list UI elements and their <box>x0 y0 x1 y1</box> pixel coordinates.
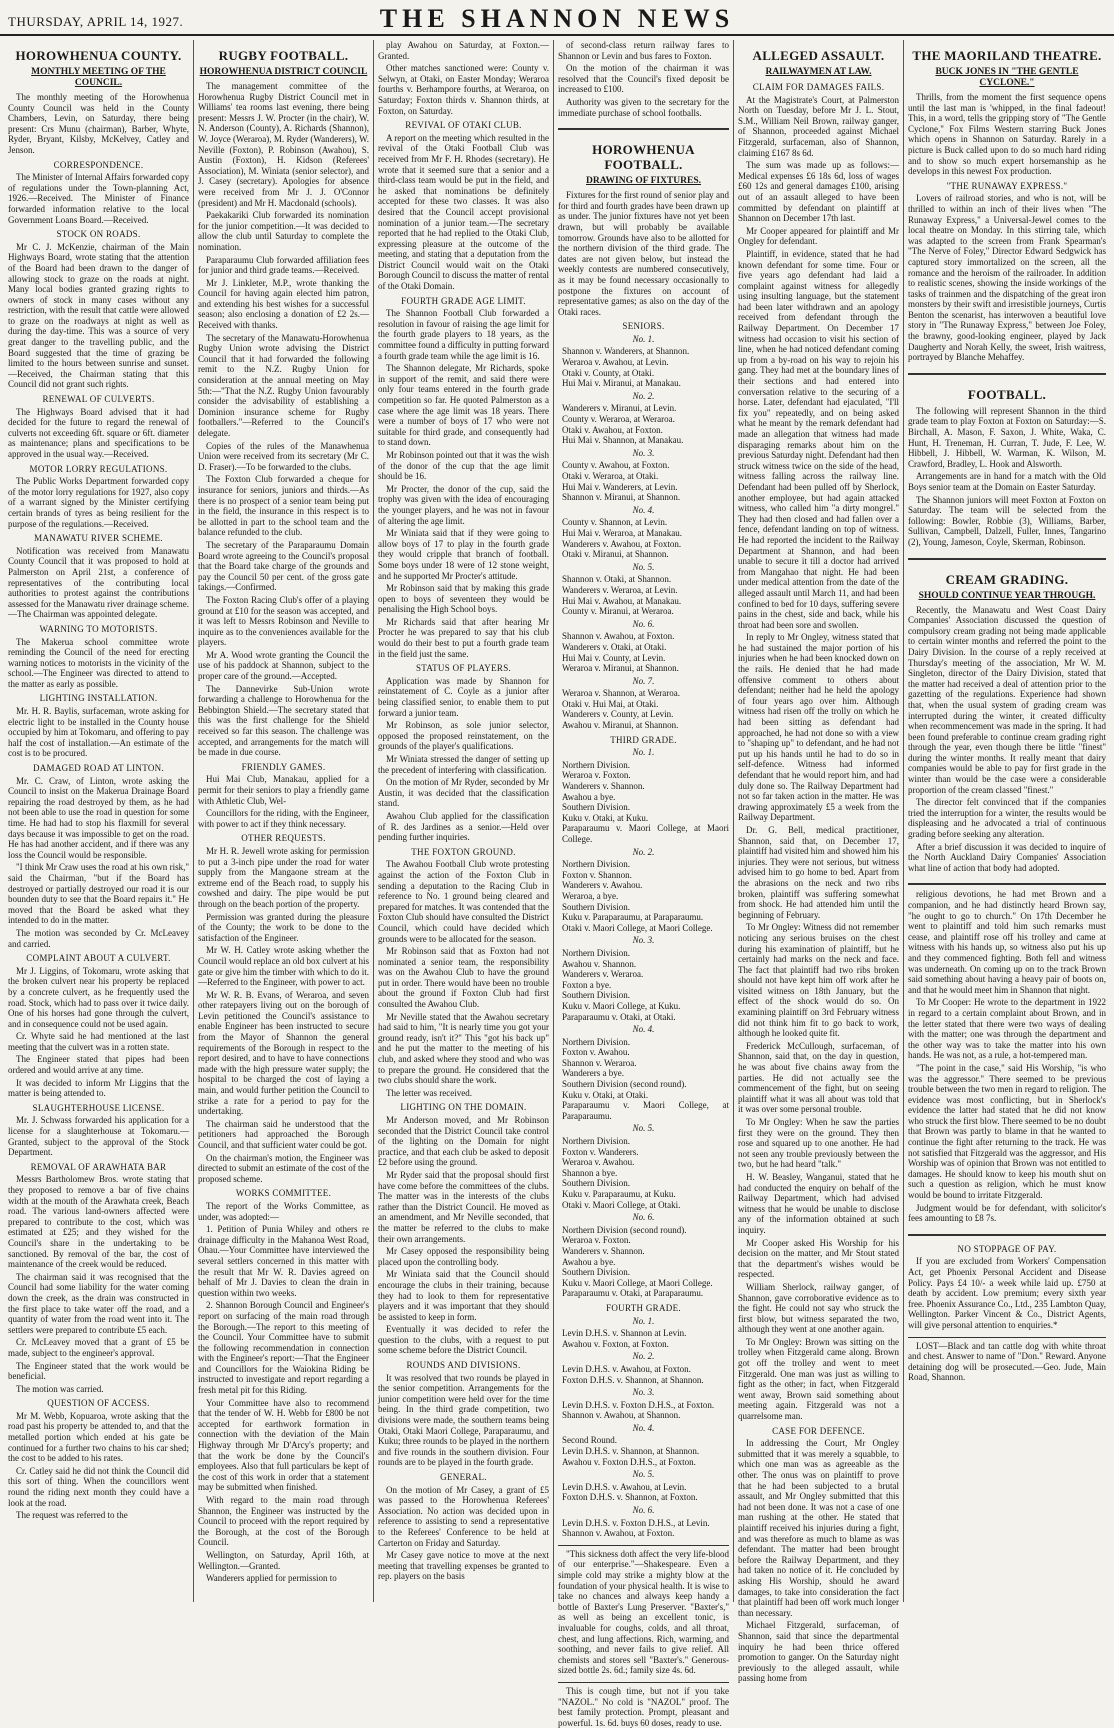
paragraph: Lovers of railroad stories, and who is not, will be thrilled to within an inch of their lives when "The Runaway Express," a Universal-Jewel comes to the local theatre on Monday. In this stirring tale, which was adapted to the screen from Frank Spearman's "The Nerve of Foley," Director Edward Sedgwick has captured story immortalized on the screen, all the romance and the heroism of the railroader. In addition to realistic scenes, showing the inside workings of the tasks of trainmen and the dispatching of the great iron monsters by their swift and irresistible journeys, Curtis Benton the scenarist, has interwoven a beautiful love story in "The Runaway Express," between Joe Foley, the brawny, good-looking engineer, played by Jack Daugherty and Norah Kelly, the sweet, Irish waitress, portrayed by Blanche Mehaffey. <box>908 193 1106 363</box>
issue-date: THURSDAY, APRIL 14, 1927. <box>8 14 184 29</box>
paragraph: The sum was made up as follows:—Medical expenses £6 18s 6d, loss of wages £60 12s and general damages £100, arising out of an assault alleged to have been committed by defendant on plaintiff at Shannon on December 17th last. <box>738 160 899 224</box>
paragraph: Cr. Whyte said he had mentioned at the last meeting that the culvert was in a rotten state. <box>8 1031 189 1052</box>
paragraph: of second-class return railway fares to Shannon or Levin and bus fares to Foxton. <box>558 40 729 61</box>
paragraph: On the motion of the chairman it was resolved that the Council's fixed deposit be increased to £100. <box>558 63 729 95</box>
paragraph: Plaintiff, in evidence, stated that he had known defendant for some time. Four or five years ago defendant had laid a complaint against witness for allegedly using insulting language, but the statement had been later withdrawn and an apology received from defendant through the Railway Department. On December 17 witness had occasion to visit his section of line, when he had noticed defendant coming up from a by-road on his way to rejoin his gang. They had met at the boundary lines of their sections and had entered into conversation relative to the securing of a horse. Later, defendant had ejaculated, "I'll fix you" repeatedly, and on being asked what he meant by the remark defendant had made an allegation that witness had made disparaging remarks about him on the previous Saturday night. Defendant had then struck witness twice on the side of the head, witness falling across the railway line. Defendant had been pulled off by Sherlock, another employee, but had again attacked witness, who called him "a dirty mongrel." They had then closed and had fallen over a fence, defendant landing on top of witness. He had reported the incident to the Railway Department at Shannon, and had been unable to secure it till a doctor had arrived from Mangahao that night. He had been under medical attention from the date of the alleged assault until March 11, and had been confined to bed for 10 days, suffering severe pains in the chest, side and back, while his throat had been sore and swollen. <box>738 248 899 630</box>
fixture-line: Wanderers v. Miranui, at Levin. <box>562 403 677 414</box>
article-subheading: HOROWHENUA DISTRICT COUNCIL <box>199 67 368 77</box>
fixture-line: Shannon v. Awahou, at Foxton. <box>562 631 675 642</box>
paragraph: In reply to Mr Ongley, witness stated that he had sustained the major portion of his injuries when he had been knocked down on the rails. He denied that he had made offensive comment to others about defendant; neither had he held the apology of four years ago over him. Although witness had risen off the trolly on which he had been sitting as defendant had approached, he had not done so with a view to "shaping up" to defendant, and he had not put up his hands until he had to do so in self-defence. Witness had informed defendant that he would report him, and had duly done so. The Railway Department had not so far taken action in the matter. He was drawing approximately £5 a week from the Railway Department. <box>738 632 899 823</box>
fixture-line: Paraparaumu v. Otaki, at Paraparaumu. <box>562 1288 704 1299</box>
article-subheading: SHOULD CONTINUE YEAR THROUGH. <box>918 590 1096 601</box>
paragraph: Mr Robinson pointed out that it was the wish of the donor of the cup that the age limit should be 16. <box>378 449 549 482</box>
article-subheading: DRAWING OF FIXTURES. <box>586 176 701 187</box>
fixture-line: Weraroa v. Foxton. <box>562 770 631 781</box>
fixture-line: Hui Mai v. Shannon, at Manakau. <box>562 435 684 446</box>
paragraph: Mr Robinson said that as Foxton had not nominated a senior team, the responsibility was on the Awahou Club to have the ground put in order. There would have been no trouble about the ground if Foxton Club had first consulted the Awahou Club. <box>378 946 549 1010</box>
round-number: No. 5. <box>632 561 655 572</box>
fixture-line: Northern Division (second round). <box>562 1224 687 1235</box>
paragraph: A report on the meeting which resulted in the revival of the Otaki Football Club was received from Mr F. H. Rhodes (secretary). He wrote that it seemed sure that a senior and a third-class team would be put in the field, and he asked that nominations be definitely accepted for these two classes. It was also desired that the Council accept provisional nomination of a junior team.—The secretary reported that he had replied to the Otaki Club, expressing pleasure at the outcome of the meeting, and stating that a deputation from the District Council would wait on the Otaki Borough Council to discuss the matter of rental of the Otaki Domain. <box>378 132 549 292</box>
fixture-line: County v. Weraroa, at Weraroa. <box>562 414 675 425</box>
fixture-line: Shannon v. Awahou, at Foxton. <box>562 1528 675 1539</box>
section-heading: FRIENDLY GAMES. <box>241 761 326 772</box>
section-heading: GENERAL. <box>440 1472 487 1482</box>
section-heading: OTHER REQUESTS. <box>241 833 326 844</box>
column-5 <box>734 40 904 1684</box>
paragraph: Fixtures for the first round of senior play and for third and fourth grades have been drawn up as under. The junior fixtures have not yet been drawn, but will probably be available tomorrow. Grounds have also to be allotted for the northern division of the third grade. The dates are not given below, but instead the weekly contests are numbered consecutively, as it may be found necessary occasionally to postpone the fixtures on account of representative games; as also on the day of the Otaki races. <box>558 190 729 317</box>
fixture-line: Wanderers a bye. <box>562 1068 624 1079</box>
paragraph: Notification was received from Manawatu County Council that it was proposed to hold at Palmerston on April 21st, a conference of representatives of the contributing local authorities to protest against the contributions assessed for the Manawatu river drainage scheme.—The Chairman was appointed delegate. <box>8 545 189 620</box>
paragraph: Mr. J. Schwass forwarded his application for a license for a slaughterhouse at Tokomaru.—Granted, subject to the approval of the Stock Department. <box>8 1115 189 1158</box>
article-subheading: BUCK JONES IN "THE GENTLE CYCLONE." <box>935 67 1079 88</box>
round-number: No. 4. <box>632 504 655 515</box>
paragraph: Hui Mai Club, Manakau, applied for a permit for their seniors to play a friendly game with Athletic Club, Wel- <box>198 774 369 806</box>
paragraph: Mr A. Wood wrote granting the Council the use of his paddock at Shannon, subject to the proper care of the ground.—Accepted. <box>198 649 369 682</box>
paragraph: Mr Procter, the donor of the cup, said the trophy was given with the idea of encouraging the younger players, and he was not in favour of altering the age limit. <box>378 483 549 526</box>
fixture-line: Weraroa v. Shannon, at Weraroa. <box>562 688 681 699</box>
section-heading: COMPLAINT ABOUT A CULVERT. <box>26 953 171 964</box>
round-number: No. 2. <box>632 1351 655 1362</box>
paragraph: Mr Neville stated that the Awahou secretary had said to him, "It is nearly time you got your ground ready, isn't it?" This "got his back up" and he put the matter to the meeting of his club, and asked where they stood and who was to prepare the ground. He considered that the two clubs should share the work. <box>378 1011 549 1086</box>
paragraph: Paekakariki Club forwarded its nomination for the junior competition.—It was decided to allow the club until Saturday to complete the nomination. <box>198 210 369 252</box>
round-number: No. 4. <box>632 1024 655 1035</box>
article-heading: ALLEGED ASSAULT. <box>752 48 885 63</box>
fixture-line: Hui Mai v. Awahou, at Manakau. <box>562 595 682 606</box>
fixture-line: Wanderers v. Shannon. <box>562 781 645 792</box>
fixture-line: Levin D.H.S. v. Foxton D.H.S., at Foxton. <box>562 1399 715 1410</box>
advertisement: "This sickness doth affect the very life-blood of our enterprise."—Shakespeare. Even a simple cold may strike a mighty blow at the foundation of your physical health. It is wise to take no chances and always keep handy a bottle of Baxter's Lung Preserver. "Baxter's," as well as being an excellent tonic, is invaluable for coughs, colds, and all throat, chest, and lung affections. Rich, warming, and soothing, and never fails to give relief. All chemists and stores sell "Baxter's." Generous-sized bottle 2s. 6d.; family size 4s. 6d. <box>558 1548 729 1676</box>
fixture-line: Levin D.H.S. v. Shannon, at Shannon. <box>562 1446 700 1457</box>
paragraph: "I think Mr Craw uses the road at his own risk," said the Chairman, "but if the Board has destroyed or partially destroyed our road it is our bounden duty to see that the Board repairs it." He moved that the Board be asked what they intended to do in the matter. <box>8 862 189 926</box>
paragraph: H. W. Beasley, Wanganui, stated that he had conducted the enquiry on behalf of the Railway Department, which had advised witness that he would be unable to disclose any of the information obtained at such inquiry. <box>738 1171 899 1235</box>
fixture-line: Levin D.H.S. v. Shannon at Levin. <box>562 1328 687 1339</box>
fixture-line: Awahou v. Shannon. <box>562 958 637 969</box>
fixture-line: Hui Mai v. Wanderers, at Levin. <box>562 481 678 492</box>
paragraph: Authority was given to the secretary for the immediate purchase of school footballs. <box>558 96 729 118</box>
paragraph: The chairman said it was recognised that the Council had some liability for the water coming down the creek, as the drain was constructed in the first place to take water off the road, and a quantity of water from the road went into it. The settlers were prepared to contribute £5 each. <box>8 1271 189 1335</box>
fixture-line: Otaki v. Maori College, at Otaki. <box>562 1199 681 1210</box>
paragraph: Cr. McLeavey moved that a grant of £5 be made, subject to the engineer's approval. <box>8 1337 189 1358</box>
section-heading: MOTOR LORRY REGULATIONS. <box>29 463 168 474</box>
paragraph: Mr Robinson said that by making this grade open to boys of seventeen they would be penalising the High School boys. <box>378 583 549 615</box>
paragraph: Mr Winiata said that the Council should encourage the clubs in their training, because they had to look to them for representative players and it was important that they should be assisted to keep in form. <box>378 1269 549 1322</box>
fixture-line: County v. Awahou, at Foxton. <box>562 460 670 471</box>
section-heading: REVIVAL OF OTAKI CLUB. <box>405 120 522 131</box>
columns <box>4 40 1110 1728</box>
paragraph: Mr. C. Craw, of Linton, wrote asking the Council to insist on the Makerua Drainage Board repairing the road destroyed by them, as he had not been able to use the road in question for some time. He had had to stop his flaxmill for several days because it was impossible to get on the road. He has had another accident, and if there was any loss the Council would be responsible. <box>8 775 189 860</box>
fixture-line: Levin D.H.S. v. Foxton D.H.S., at Levin. <box>562 1517 710 1528</box>
paragraph: The Awahou Football Club wrote protesting against the action of the Foxton Club in sending a deputation to the Racing Club in reference to No. 1 ground being cleared and prepared for matches. It was contended that the Foxton Club should have consulted the District Council, which could have decided which grounds were to be allocated for the season. <box>378 859 549 944</box>
fixture-line: Kuku v. Otaki, at Otaki. <box>562 1089 649 1100</box>
paragraph: To Mr Ongley: Witness did not remember noticing any serious bruises on the chest during his examination of plaintiff, but he certainly had marks on the neck and face. The fact that plaintiff had two ribs broken should not have kept him off work after he visited witness on 18th January, but the effect of the shock would do so. On examining plaintiff on 3rd February witness did not think him fit to go back to work, although he looked quite fit. <box>738 922 899 1039</box>
paragraph: On the motion of Mr Ryder, seconded by Mr Austin, it was decided that the classification stand. <box>378 777 549 809</box>
fixture-line: Kuku v. Paraparaumu, at Kuku. <box>562 1189 676 1199</box>
section-heading: WARNING TO MOTORISTS. <box>39 623 158 634</box>
fixture-line: Wanderers v. Weraroa. <box>562 969 644 980</box>
fixture-line: Otaki v. Awahou, at Foxton. <box>562 424 663 435</box>
grade-heading: SENIORS. <box>622 321 665 332</box>
fixture-line: Levin D.H.S. v. Awahou, at Levin. <box>562 1481 687 1492</box>
paragraph: The Public Works Department forwarded copy of the motor lorry regulations for 1927, also copy of a warrant signed by the Minister certifying certain brands of tyres as being resilient for the purpose of the regulations.—Received. <box>8 476 189 529</box>
paragraph: The Foxton Racing Club's offer of a playing ground at £10 for the season was accepted, and it was left to Messrs Robinson and Neville to inquire as to the conveniences available for the players. <box>198 594 369 648</box>
section-heading: WORKS COMMITTEE. <box>235 1188 332 1199</box>
fixture-line: Kuku v. Maori College, at Kuku. <box>562 1000 681 1011</box>
paragraph: Dr. G. Bell, medical practitioner, Shannon, said that, on December 17, plaintiff had visited him and showed him his injuries. They were not serious, but witness advised him to go home to bed. Apart from the abrasions on the neck and two ribs broken, plaintiff was suffering somewhat from shock. He had attended him until the beginning of February. <box>738 824 899 920</box>
article-heading: RUGBY FOOTBALL. <box>218 48 349 63</box>
section-heading: THE FOXTON GROUND. <box>411 846 516 857</box>
paragraph: Arrangements are in hand for a match with the Old Boys senior team at the Domain on Easter Saturday. <box>908 471 1106 492</box>
column-4 <box>554 40 734 1728</box>
fixture-line: Southern Division. <box>562 802 631 813</box>
fixture-line: Weraroa v. Awahou, at Levin. <box>562 357 669 368</box>
section-heading: STOCK ON ROADS. <box>56 229 141 240</box>
paragraph: Mr W. H. Catley wrote asking whether the Council would replace an old box culvert at his gate or give him the timber with which to do it.—Referred to the Engineer, with power to act. <box>198 945 369 988</box>
paragraph: Copies of the rules of the Manawhenua Union were received from its secretary (Mr C. D. Fraser).—To be forwarded to the clubs. <box>198 440 369 472</box>
paragraph: Mr. H. R. Baylis, surfaceman, wrote asking for electric light to be installed in the County house occupied by him at Tokomaru, and offering to pay half the cost of installation.—An estimate of the cost is to be procured. <box>8 706 189 759</box>
column-1 <box>4 40 194 1602</box>
paragraph: William Sherlock, railway ganger, of Shannon, gave corroborative evidence as to the fight. He could not say who struck the first blow, but witness separated the two, although they went at one another again. <box>738 1281 899 1335</box>
column-2 <box>194 40 374 1602</box>
paragraph: The secretary of the Manawatu-Horowhenua Rugby Union wrote advising the District Council that it had forwarded the following remit to the N.Z. Rugby Union for consideration at the annual meeting on May 5th:—"That the N.Z. Rugby Union favourably consider the advisability of establishing a Dominion insurance scheme for Rugby footballers."—Referred to the Council's delegate. <box>198 332 369 438</box>
paragraph: To Mr Ongley: Brown was sitting on the trolley when Fitzgerald came along. Brown got off the trolley and went to meet Fitzgerald. One man was just as willing to fight as the other; in fact, when Fitzgerald went away, Brown said something about meeting again. Fitzgerald was not a quarrelsome man. <box>738 1336 899 1422</box>
paragraph: To Mr Ongley: When he saw the parties first they were on the ground. They then rose and squared up to one another. He had not seen any trouble previously between the two, but he had heard "talk." <box>738 1117 899 1170</box>
fixture-line: Weraroa, a bye. <box>562 890 619 901</box>
fixture-line: Hui Mai v. County, at Levin. <box>562 652 666 663</box>
paragraph: Cr. Catley said he did not think the Council did this sort of thing. When the councillors went round the riding next month they could have a look at the road. <box>8 1465 189 1508</box>
fixture-line: Shannon v. Miranui, at Shannon. <box>562 492 681 503</box>
fixture-line: Southern Division. <box>562 1267 631 1278</box>
fixture-line: Foxton v. Shannon. <box>562 869 632 880</box>
paragraph: Frederick McCullough, surfaceman, of Shannon, said that, on the day in question, he was about five chains away from the parties. He did not actually see the commencement of the fight, but on seeing plaintiff what it was all about was told that it was over some personal trouble. <box>738 1040 899 1115</box>
paragraph: The following will represent Shannon in the third grade team to play Foxton at Foxton on Saturday:—S. Birchall, A. Mason, F. Saxon, J. White, Waka, C. Hunt, H. Treneman, H. Curran, T. Jude, F. Lee, W. Hibbell, J. Hibbell, W. Warman, K. Wilson, M. Crawford, Bradley, L. Hook and Alsworth. <box>908 405 1106 469</box>
paragraph: The Engineer stated that pipes had been ordered and would arrive at any time. <box>8 1054 189 1076</box>
fixture-line: Wanderers v. Awahou, at Foxton. <box>562 538 682 549</box>
paragraph: The director felt convinced that if the companies tried the interruption for a winter, the results would be displeasing and he advocated a trial of continuous grading before seeking any alteration. <box>908 797 1106 840</box>
paragraph: The Highways Board advised that it had decided for the future to regard the renewal of culverts not exceeding 6ft. square or 6ft. diameter as maintenance; plans and specifications to be approved in the usual way.—Received. <box>8 406 189 459</box>
paragraph: Messrs Bartholomew Bros. wrote stating that they proposed to remove a bar of five chains width at the mouth of the Arawhata creek, Beach road. The various land-owners affected were prepared to contribute to the cost, which was estimated at £25; and they wished for the Council's share in the undertaking to be sanctioned. By removal of the bar, the cost of maintenance of the creek would be reduced. <box>8 1174 189 1270</box>
article-heading: CREAM GRADING. <box>945 571 1069 587</box>
round-number: No. 6. <box>632 618 655 629</box>
round-number: No. 1. <box>632 1315 655 1326</box>
paragraph: The Dannevirke Sub-Union wrote forwarding a challenge to Horowhenua for the Bebbington Shield.—The secretary stated that this was the first challenge for the Shield received so far this season. The challenge was accepted, and arrangements for the match will be made in due course. <box>198 683 369 758</box>
section-heading: DAMAGED ROAD AT LINTON. <box>32 763 165 774</box>
paragraph: The Foxton Club forwarded a cheque for insurance for seniors, juniors and thirds.—As there is no prospect of a senior team being put in the field, the insurance in this respect is to be allotted in part to the school team and the balance refunded to the club. <box>198 474 369 538</box>
fixture-line: Otaki v. Hui Mai, at Otaki. <box>562 698 659 709</box>
paragraph: To Mr Cooper: He wrote to the department in 1922 in regard to a certain complaint about Brown, and in the letter stated that there were two ways of dealing with the matter; one was through the department and the other way was to take the matter into his own hands. He was not, as a rule, a hot-tempered man. <box>908 997 1106 1061</box>
paragraph: Mr H. R. Jewell wrote asking for permission to put a 3-inch pipe under the road for water supply from the Mangaone stream at the extreme end of the Beach road, to supply his cowshed and dairy. The pipe would be put through on the beach portion of the property. <box>198 845 369 909</box>
paragraph: Thrills, from the moment the first sequence opens until the last man is 'whipped, in the final fadeout! This, in a word, tells the gripping story of "The Gentle Cyclone," Fox Films Western starring Buck Jones which opens in Shannon on Saturday. Rarely in a picture is Buck called upon to do so much hard riding and to show so much expert horsemanship as he develops in this newest Fox production. <box>908 92 1106 177</box>
section-heading: CLAIM FOR DAMAGES FAILS. <box>752 82 885 92</box>
paragraph: Mr Richards said that after hearing Mr Procter he was prepared to say that his club would do their best to put a fourth grade team in the field just the same. <box>378 616 549 659</box>
advertisement: If you are excluded from Workers' Compensation Act, get Phoenix Personal Accident and Disease Policy. Pays £4 10/- a week while laid up. £750 at death by accident. Low premium; every sixth year free. Phoenix Assurance Co., Ltd., 235 Lambton Quay, Wellington. Parker Vincent & Co., District Agents, will give personal attention to enquiries.* <box>908 1256 1106 1330</box>
round-number: No. 4. <box>632 1422 655 1433</box>
fixture-line: Otaki v. County, at Otaki. <box>562 367 655 378</box>
article-subheading: MONTHLY MEETING OF THE COUNCIL. <box>31 67 166 88</box>
section-heading: LIGHTING INSTALLATION. <box>39 693 158 704</box>
fixture-line: Southern Division. <box>562 901 631 912</box>
paragraph: The Engineer stated that the work would be beneficial. <box>8 1360 189 1382</box>
round-number: No. 6. <box>632 1212 655 1223</box>
round-number: No. 6. <box>632 1505 655 1516</box>
fixture-line: Foxton a bye. <box>562 979 612 990</box>
fixture-line: Wanderers v. Shannon. <box>562 1245 645 1256</box>
paragraph: Mr Cooper asked His Worship for his decision on the matter, and Mr Stout stated that the department's wishes would be respected. <box>738 1237 899 1280</box>
paragraph: The chairman said he understood that the petitioners had approached the Borough Council, and that sufficient water could be got. <box>198 1118 369 1150</box>
round-number: No. 1. <box>632 333 655 344</box>
fixture-line: Southern Division. <box>562 990 631 1001</box>
paragraph: It was resolved that two rounds be played in the senior competition. Arrangements for the junior competition were held over for the time being. In the third grade competition, two divisions were made, the southern teams being Otaki, Otaki Maori College, Paraparaumu, and Kuku; three rounds to be played in the northern and five rounds in the southern division. Four rounds are to be played in the fourth grade. <box>378 1372 549 1468</box>
section-heading: RENEWAL OF CULVERTS. <box>42 394 155 405</box>
article-heading: NO STOPPAGE OF PAY. <box>957 1243 1057 1254</box>
column-3 <box>374 40 554 1602</box>
paragraph: Mr M. Webb, Kopuaroa, wrote asking that the road past his property be attended to, and that the metalled portion which ended at his gate be continued for a further two chains to his car shed; the cost to be added to his rates. <box>8 1410 189 1464</box>
fixture-line: Weraroa v. Awahou. <box>562 1157 635 1168</box>
paragraph: Mr Robinson, as sole junior selector, opposed the proposed reinstatement, on the grounds of the player's qualifications. <box>378 720 549 752</box>
paragraph: On the motion of Mr Casey, a grant of £5 was passed to the Horowhenua Referees' Association. No action was decided upon in reference to assisting to send a representative to the Referees' Conference to be held at Carterton on Friday and Saturday. <box>378 1484 549 1548</box>
paragraph: The Shannon Football Club forwarded a resolution in favour of raising the age limit for the fourth grade players to 18 years, as the committee found a difficulty in putting forward a fourth grade team while the age limit is 16. <box>378 308 549 361</box>
fixture-line: Paraparaumu v. Maori College, at Paraparaumu. <box>562 1100 729 1121</box>
paragraph: Michael Fitzgerald, surfaceman, of Shannon, said that since the departmental inquiry he had been thrice offered promotion to ganger. On the Saturday night previously to the alleged assault, while passing home from <box>738 1620 899 1684</box>
paragraph: 1. Petition of Punia Whiley and others re drainage difficulty in the Mahanoa West Road, Ohau.—Your Committee have interviewed the several settlers concerned in this matter with the result that Mr W. R. Davies agreed on behalf of Mr J. Davies to clean the drain in question within two weeks. <box>198 1224 369 1298</box>
paragraph: Mr Winiata said that if they were going to allow boys of 17 to play in the fourth grade they would cripple that branch of football. Some boys under 18 were of 12 stone weight, and he supported Mr Procter's attitude. <box>378 528 549 581</box>
article-heading: FOOTBALL. <box>967 386 1047 402</box>
paragraph: In addressing the Court, Mr Ongley submitted that it was merely a squabble, to which one man was as agreeable as the other. The onus was on plaintiff to prove that he had been subjected to a brutal assault, and Mr Ongley submitted that this had not been done. It was not a case of one man rushing at the other. He stated that plaintiff received his injuries during a fight, and was therefore as much to blame as was defendant. The matter had been brought before the Railway Department, and they had taken no notice of it. He concluded by asking His Worship, should he award damages, to take into consideration the fact that plaintiff had been off work much longer than necessary. <box>738 1438 899 1618</box>
fixture-line: Shannon v. Otaki, at Shannon. <box>562 574 672 585</box>
fixture-line: Awahou a bye. <box>562 791 616 802</box>
fixture-line: Wanderers v. County, at Levin. <box>562 709 674 720</box>
paragraph: The secretary of the Paraparaumu Domain Board wrote agreeing to the Council's proposal that the Board take charge of the grounds and pay the Council 50 per cent. of the gross gate takings.—Confirmed. <box>198 539 369 593</box>
paragraph: The monthly meeting of the Horowhenua County Council was held in the County Chambers, Levin, on Saturday, there being present: Crs Munu (chairman), Barber, Whyte, Ryder, Bryant, Kilsby, McKelvey, Catley and Jenson. <box>8 92 189 155</box>
paragraph: After a brief discussion it was decided to inquire of the North Auckland Dairy Companies' Association what line of action that body had adopted. <box>908 841 1106 873</box>
paragraph: Mr C. J. McKenzie, chairman of the Main Highways Board, wrote stating that the attention of the Board had been drawn to the danger of allowing stock to graze on the roads at night. Many local bodies granted grazing rights to owners of stock in many cases without any restriction, with the result that cattle were allowed to graze on the roadways at night as well as during the day-time. This was a source of very great danger to the travelling public, and the Board suggested that the time of grazing be limited to the hours between sunrise and sunset.—Received, the Chairman stating that this Council did not grant such rights. <box>8 241 189 390</box>
fixture-line: Foxton v. Awahou. <box>562 1047 630 1058</box>
classified-lost-notice: LOST—Black and tan cattle dog with white throat and chest. Answer to name of "Don." Reward. Anyone detaining dog will be prosecuted.—Geo. Jude, Main Road, Shannon. <box>908 1340 1106 1383</box>
section-heading: QUESTION OF ACCESS. <box>47 1398 150 1409</box>
fixture-line: Northern Division. <box>562 759 630 770</box>
fixture-line: County v. Shannon, at Levin. <box>562 517 668 528</box>
newspaper-title: THE SHANNON NEWS <box>379 4 735 33</box>
article-subheading: RAILWAYMEN AT LAW. <box>765 67 872 77</box>
section-heading: CASE FOR DEFENCE. <box>772 1425 865 1436</box>
paragraph: Mr Casey gave notice to move at the next meeting that travelling expenses be granted to rep. players on the basis <box>378 1550 549 1582</box>
paragraph: Judgment would be for defendant, with solicitor's fees amounting to £8 7s. <box>908 1202 1106 1224</box>
fixture-line: Paraparaumu v. Maori College, at Maori College. <box>562 823 729 844</box>
paragraph: Your Committee have also to recommend that the tender of W. H. Webb for £800 be not accepted for earthwork formation in connection with the deviation of the Main Highway through Mr D'Arcy's property; and that the work be done by the Council's employees. Also that full particulars be kept of the cost of this work in order that a statement may be submitted when finished. <box>198 1397 369 1493</box>
paragraph: "The point in the case," said His Worship, "is who was the aggressor." There seemed to be previous trouble between the two men in regard to religion. The evidence was most conflicting, but in Sherlock's evidence the latter had stated that he did not know who struck the first blow. There seemed to be no doubt that Brown was partly to blame in that he wanted to continue the fight after returning to the track. He was not satisfied that Fitzgerald was the aggressor, and His Worship was of opinion that Brown was not entitled to damages. He should know to keep his mouth shut on such a question as religion, which he must know would be bound to irritate Fitzgerald. <box>908 1062 1106 1201</box>
fixture-line: Shannon a bye. <box>562 1167 618 1178</box>
paragraph: Mr J. Liggins, of Tokomaru, wrote asking that the broken culvert near his property be replaced by a concrete culvert, as he frequently used the road. Stock, which had to pass over it twice daily. One of his horses had gone through the culvert, and in consequence could not be used again. <box>8 965 189 1029</box>
fixture-line: Shannon v. Wanderers, at Shannon. <box>562 346 690 357</box>
fixture-line: Awahou v. Foxton D.H.S., at Foxton. <box>562 1456 696 1467</box>
round-number: No. 5. <box>632 1123 655 1134</box>
fixture-line: Otaki v. Weraroa, at Otaki. <box>562 471 659 481</box>
paragraph: The Minister of Internal Affairs forwarded copy of regulations under the Town-planning Act, 1926.—Received. The Minister of Finance forwarded information relative to the local Government Loans Board.—Received. <box>8 172 189 225</box>
fixture-line: Wanderers v. Awahou. <box>562 880 643 891</box>
round-number: No. 5. <box>632 1469 655 1480</box>
fixture-line: Weraroa v. Miranui, at Shannon. <box>562 663 679 674</box>
article-heading: HOROWHENUA COUNTY. <box>15 48 182 63</box>
seniors-fixtures <box>558 334 729 731</box>
fixture-line: Awahou v. Foxton, at Foxton. <box>562 1338 669 1349</box>
section-heading: LIGHTING ON THE DOMAIN. <box>400 1102 527 1113</box>
fixture-line: Awahou a bye. <box>562 1256 616 1267</box>
paragraph: Mr J. Linkleter, M.P., wrote thanking the Council for having again elected him patron, and extending his best wishes for a successful season; also enclosing a donation of £2 2s.—Received with thanks. <box>198 277 369 331</box>
fixture-line: Hui Mai v. Miranui, at Manakau. <box>562 378 681 389</box>
fixture-line: Second Round. <box>562 1435 617 1446</box>
round-number: No. 3. <box>632 935 655 946</box>
paragraph: The Shannon juniors will meet Foxton at Foxton on Saturday. The team will be selected from the following: Bowler, Robbie (3), Williams, Barber, Sullivan, Campbell, Dalzell, Fuller, Innes, Tangarino (2), Young, Jameson, Coyle, Skerman, Robinson. <box>908 494 1106 547</box>
section-heading: CORRESPONDENCE. <box>53 159 144 170</box>
fixture-line: Foxton v. Wanderers. <box>562 1146 639 1157</box>
paragraph: Mr W. R. B. Evans, of Weraroa, and seven other ratepayers living out on the borough of Levin petitioned the Council's assistance to enable Engineer has been instructed to secure from the Mayor of Shannon the general requirements of the Borough in respect to the report desired, and to have to have connections made with the high pressure water supply; the hospital to be charged the cost of laying a main, and would further petition the Council to strike a rate for a period to pay for the undertaking. <box>198 989 369 1117</box>
fixture-line: Southern Division. <box>562 1178 631 1189</box>
paragraph: Mr Anderson moved, and Mr Robinson seconded that the District Council take control of the lighting on the Domain for night practice, and that each club be asked to deposit £2 before using the ground. <box>378 1115 549 1168</box>
paragraph: Eventually it was decided to refer the question to the clubs, with a request to put some scheme before the District Council. <box>378 1324 549 1356</box>
paragraph: 2. Shannon Borough Council and Engineer's report on surfacing of the main road through the Borough.—The report to this meeting of the Council. Your Committee have to submit the following recommendation in connection with the Engineer's report:—That the Engineer and Councillors for the Waiokina Riding be instructed to investigate and report regarding a fresh metal pit for this Riding. <box>198 1300 369 1396</box>
paragraph: Mr Ryder said that the proposal should first have come before the committees of the clubs. The matter was in the interests of the clubs rather than the District Council. He moved as an amendment, and Mr Neville seconded, that the matter be referred to the clubs to make their own arrangements. <box>378 1169 549 1244</box>
fixture-line: Northern Division. <box>562 947 630 958</box>
fixture-line: Shannon v. Awahou, at Shannon. <box>562 1410 681 1421</box>
round-number: No. 7. <box>632 675 655 686</box>
paragraph: On the chairman's motion, the Engineer was directed to submit an estimate of the cost of the proposed scheme. <box>198 1152 369 1184</box>
fixture-line: County v. Miranui, at Weraroa. <box>562 606 674 617</box>
fixture-line: Kuku v. Paraparaumu, at Paraparaumu. <box>562 912 704 923</box>
fixture-line: Paraparaumu v. Otaki, at Otaki. <box>562 1011 676 1022</box>
paragraph: Mr Cooper appeared for plaintiff and Mr Ongley for defendant. <box>738 225 899 247</box>
fixture-line: Awahou v. Miranui, at Shannon. <box>562 720 679 731</box>
paragraph: The Shannon delegate, Mr Richards, spoke in support of the remit, and said there were only four teams entered in the fourth grade competition so far. He quoted Palmerston as a case where the age limit was 18 years. There were a number of boys of 17 who were not suitable for third grade, and consequently had to stand down. <box>378 363 549 448</box>
third-grade-fixtures <box>558 747 729 1299</box>
fixture-line: Hui Mai v. Weraroa, at Manakau. <box>562 527 682 538</box>
fixture-line: Levin D.H.S. v. Awahou, at Foxton. <box>562 1363 691 1374</box>
paragraph: Permission was granted during the pleasure of the County; the work to be done to the satisfaction of the Engineer. <box>198 911 369 943</box>
article-heading: HOROWHENUA FOOTBALL. <box>592 142 695 173</box>
round-number: No. 1. <box>632 747 655 758</box>
fixture-line: Southern Division (second round). <box>562 1079 687 1090</box>
article-heading: THE MAORILAND THEATRE. <box>912 48 1102 63</box>
paragraph: Paraparaumu Club forwarded affiliation fees for junior and third grade teams.—Received. <box>198 254 369 276</box>
fixture-line: Kuku v. Maori College, at Maori College. <box>562 1277 713 1288</box>
fixture-line: Northern Division. <box>562 1036 630 1047</box>
paragraph: The letter was received. <box>386 1087 472 1098</box>
masthead <box>0 0 1114 36</box>
paragraph: Wanderers applied for permission to <box>206 1573 337 1584</box>
section-heading: STATUS OF PLAYERS. <box>415 663 512 674</box>
paragraph: The request was referred to the <box>16 1510 128 1521</box>
paragraph: Recently, the Manawatu and West Coast Dairy Companies' Association discussed the question of compulsory cream grading not being made applicable to certain winter months and referred the point to the Dairy Division. In the course of a reply received at Thursday's meeting of the association, Mr W. M. Singleton, director of the Dairy Division, stated that the matter had received a deal of attention prior to the gazetting of the regulations. Experience had shown that, when the usual system of grading cream was interrupted during the winter, it created difficulty when recommencement was made in the spring. It had been found preferable to continue cream grading right through the year, even though there be little "finest" during the winter months. It really meant that dairy companies would be able to pay for first grade in the winter than would be the case were a considerable proportion of the cream classed "finest." <box>908 604 1106 795</box>
round-number: No. 2. <box>632 846 655 857</box>
paragraph: Wellington, on Saturday, April 16th, at Wellington.—Granted. <box>198 1549 369 1571</box>
paragraph: The motion was seconded by Cr. McLeavey and carried. <box>8 927 189 949</box>
section-heading: "THE RUNAWAY EXPRESS." <box>946 180 1068 191</box>
round-number: No. 2. <box>632 390 655 401</box>
fixture-line: Weraroa v. Foxton. <box>562 1235 631 1246</box>
fixture-line: Shannon v. Weraroa. <box>562 1057 637 1068</box>
section-heading: ROUNDS AND DIVISIONS. <box>406 1360 521 1371</box>
paragraph: At the Magistrate's Court, at Palmerston North on Tuesday, before Mr J. L. Stout, S.M., William Neil Brown, railway ganger, of Shannon, proceeded against Michael Fitzgerald, surfaceman, also of Shannon, claiming £167 8s 6d. <box>738 94 899 158</box>
paragraph: Application was made by Shannon for reinstatement of C. Coyle as a junior after being classified senior, to enable them to put forward a junior team. <box>378 675 549 718</box>
grade-heading: FOURTH GRADE. <box>606 1302 681 1313</box>
column-6 <box>904 40 1110 1602</box>
section-heading: REMOVAL OF ARAWHATA BAR <box>30 1161 167 1172</box>
paragraph: The report of the Works Committee, as under, was adopted:— <box>198 1200 369 1222</box>
fixture-line: Otaki v. Miranui, at Shannon. <box>562 549 669 560</box>
section-heading: SLAUGHTERHOUSE LICENSE. <box>32 1102 165 1113</box>
section-heading: MANAWATU RIVER SCHEME. <box>34 533 163 544</box>
fixture-line: Otaki v. Maori College, at Maori College. <box>562 922 713 933</box>
fixture-line: Northern Division. <box>562 1136 630 1147</box>
grade-heading: THIRD GRADE. <box>610 734 677 745</box>
paragraph: The Makerua school committee wrote reminding the Council of the need for erecting warning notices to motorists in the vicinity of the school.—The Engineer was directed to attend to the matter as early as possible. <box>8 636 189 689</box>
fixture-line: Wanderers v. Otaki, at Otaki. <box>562 641 667 652</box>
fixture-line: Northern Division. <box>562 859 630 870</box>
paragraph: It was decided to inform Mr Liggins that the matter is being attended to. <box>8 1077 189 1099</box>
paragraph: Mr Winiata stressed the danger of setting up the precedent of interfering with classification. <box>378 754 549 775</box>
fixture-line: Wanderers v. Weraroa, at Levin. <box>562 584 678 595</box>
paragraph: The motion was carried. <box>16 1383 104 1394</box>
fixture-line: Foxton D.H.S. v. Shannon, at Shannon. <box>562 1374 704 1385</box>
fourth-grade-fixtures <box>558 1316 729 1539</box>
paragraph: religious devotions, he had met Brown and a companion, and he had distinctly heard Brown say, "he ought to go to church." On 17th December he went to plaintiff and told him such remarks must cease, and plaintiff rose off his trolley and came at witness with his hands up, so witness also put his up and they commenced fighting. Both fell and witness was underneath. On coming up on to the track Brown said something about having a heavy pair of boots on, and that he would meet him in Shannon that night. <box>908 889 1106 995</box>
fixture-line: Kuku v. Otaki, at Kuku. <box>562 812 649 823</box>
section-heading: FOURTH GRADE AGE LIMIT. <box>401 295 526 306</box>
paragraph: With regard to the main road through Shannon, the Engineer was instructed by the Council to proceed with the report required by the Borough, at the cost of the Borough Council. <box>198 1495 369 1548</box>
paragraph: Councillors for the riding, with the Engineer, with power to act if they think necessary. <box>198 808 369 829</box>
paragraph: The management committee of the Horowhenua Rugby District Council met in Williams' tea rooms last evening, there being present: Messrs J. W. Procter (in the chair), W. N. Anderson (County), A. Richards (Shannon), W. Joyce (Weraroa), M. Ryder (Wanderers), W. Neville (Foxton), P. Robinson (Awahou), S. Austin (Foxton), H. Kidson (Referees' Association), M. Winiata (senior selector), and J. Casey (secretary). Apologies for absence were received from Mr J. J. O'Connor (president) and Mr H. Macdonald (schools). <box>198 81 369 208</box>
paragraph: Awahou Club applied for the classification of R. des Jardines as a senior.—Held over pending further inquiries. <box>378 810 549 843</box>
round-number: No. 3. <box>632 447 655 458</box>
paragraph: play Awahou on Saturday, at Foxton.—Granted. <box>378 40 549 61</box>
fixture-line: Foxton D.H.S. v. Shannon, at Foxton. <box>562 1492 698 1503</box>
paragraph: Other matches sanctioned were: County v. Selwyn, at Otaki, on Easter Monday; Weraroa fourths v. Berhampore fourths, at Weraroa, on Saturday; Foxton thirds v. Shannon thirds, at Foxton, on Saturday. <box>378 63 549 116</box>
paragraph: Mr Casey opposed the responsibility being placed upon the controlling body. <box>378 1246 549 1267</box>
advertisement: This is cough time, but not if you take "NAZOL." No cold is "NAZOL" proof. The best family protection. Prompt, pleasant and powerful. 1s. 6d. buys 60 doses, ready to use. <box>558 1685 729 1728</box>
round-number: No. 3. <box>632 1387 655 1398</box>
